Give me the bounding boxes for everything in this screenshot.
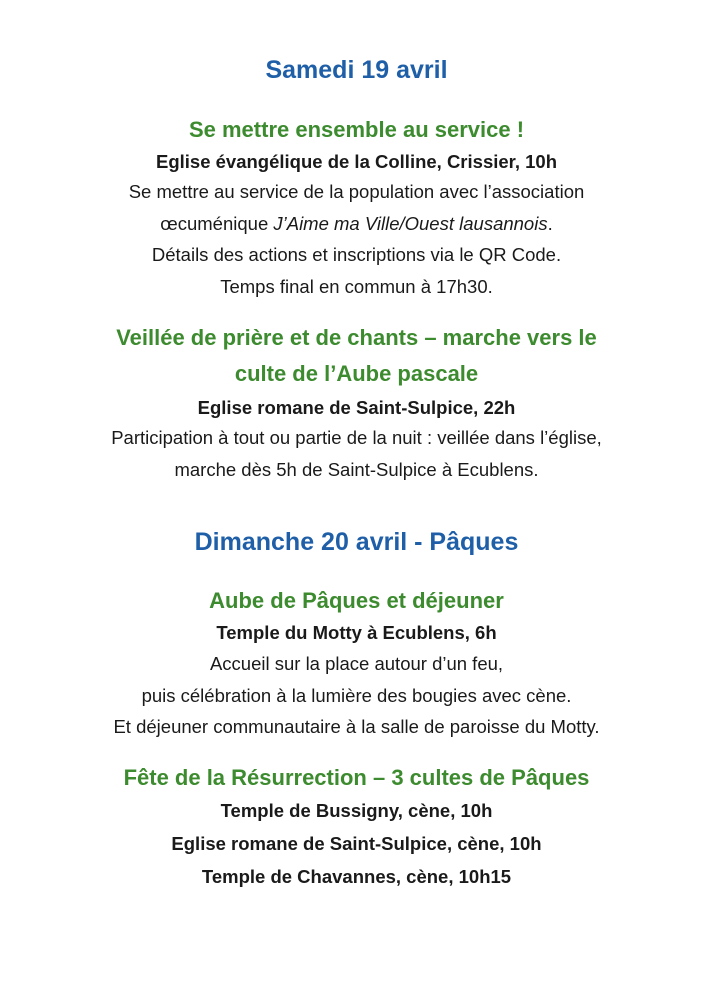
description-text: œcuménique — [160, 212, 274, 234]
event-title-dawn: Aube de Pâques et déjeuner — [209, 588, 504, 613]
event-place-chavannes: Temple de Chavannes, cène, 10h15 — [201, 866, 512, 887]
description-line: Participation à tout ou partie de la nuit : veillée dans l’église, — [111, 427, 602, 448]
description-line: Et déjeuner communautaire à la salle de paroisse du Motty. — [113, 716, 600, 737]
event-title-resurrection: Fête de la Résurrection – 3 cultes de Pâques — [123, 765, 590, 790]
title-line: Veillée de prière et de chants – marche vers le — [116, 325, 597, 350]
event-description-dawn — [20, 648, 693, 743]
saturday-heading: Samedi 19 avril — [265, 56, 448, 84]
sunday-heading: Dimanche 20 avril - Pâques — [194, 528, 519, 556]
event-place-vigil: Eglise romane de Saint-Sulpice, 22h — [197, 397, 516, 418]
event-place-dawn: Temple du Motty à Ecublens, 6h — [216, 622, 497, 643]
event-title-service: Se mettre ensemble au service ! — [188, 117, 525, 142]
event-description-service — [20, 176, 693, 302]
association-name: J’Aime ma Ville/Ouest lausannois — [273, 212, 548, 234]
description-line: marche dès 5h de Saint-Sulpice à Ecublens. — [174, 458, 539, 480]
description-line: Détails des actions et inscriptions via le QR Code. — [151, 244, 562, 265]
event-title-vigil — [40, 320, 673, 392]
title-line: culte de l’Aube pascale — [234, 361, 479, 386]
description-line: puis célébration à la lumière des bougies avec cène. — [141, 684, 572, 706]
event-place-saint-sulpice: Eglise romane de Saint-Sulpice, cène, 10h — [171, 833, 542, 854]
description-line: Se mettre au service de la population avec l’association — [128, 181, 585, 202]
description-line: Temps final en commun à 17h30. — [220, 275, 493, 297]
description-text: . — [547, 212, 553, 234]
event-place-service: Eglise évangélique de la Colline, Crissier, 10h — [156, 151, 557, 172]
description-line: Accueil sur la place autour d’un feu, — [209, 653, 504, 674]
event-place-bussigny: Temple de Bussigny, cène, 10h — [220, 800, 493, 821]
event-description-vigil — [20, 422, 693, 485]
description-line — [20, 208, 693, 240]
